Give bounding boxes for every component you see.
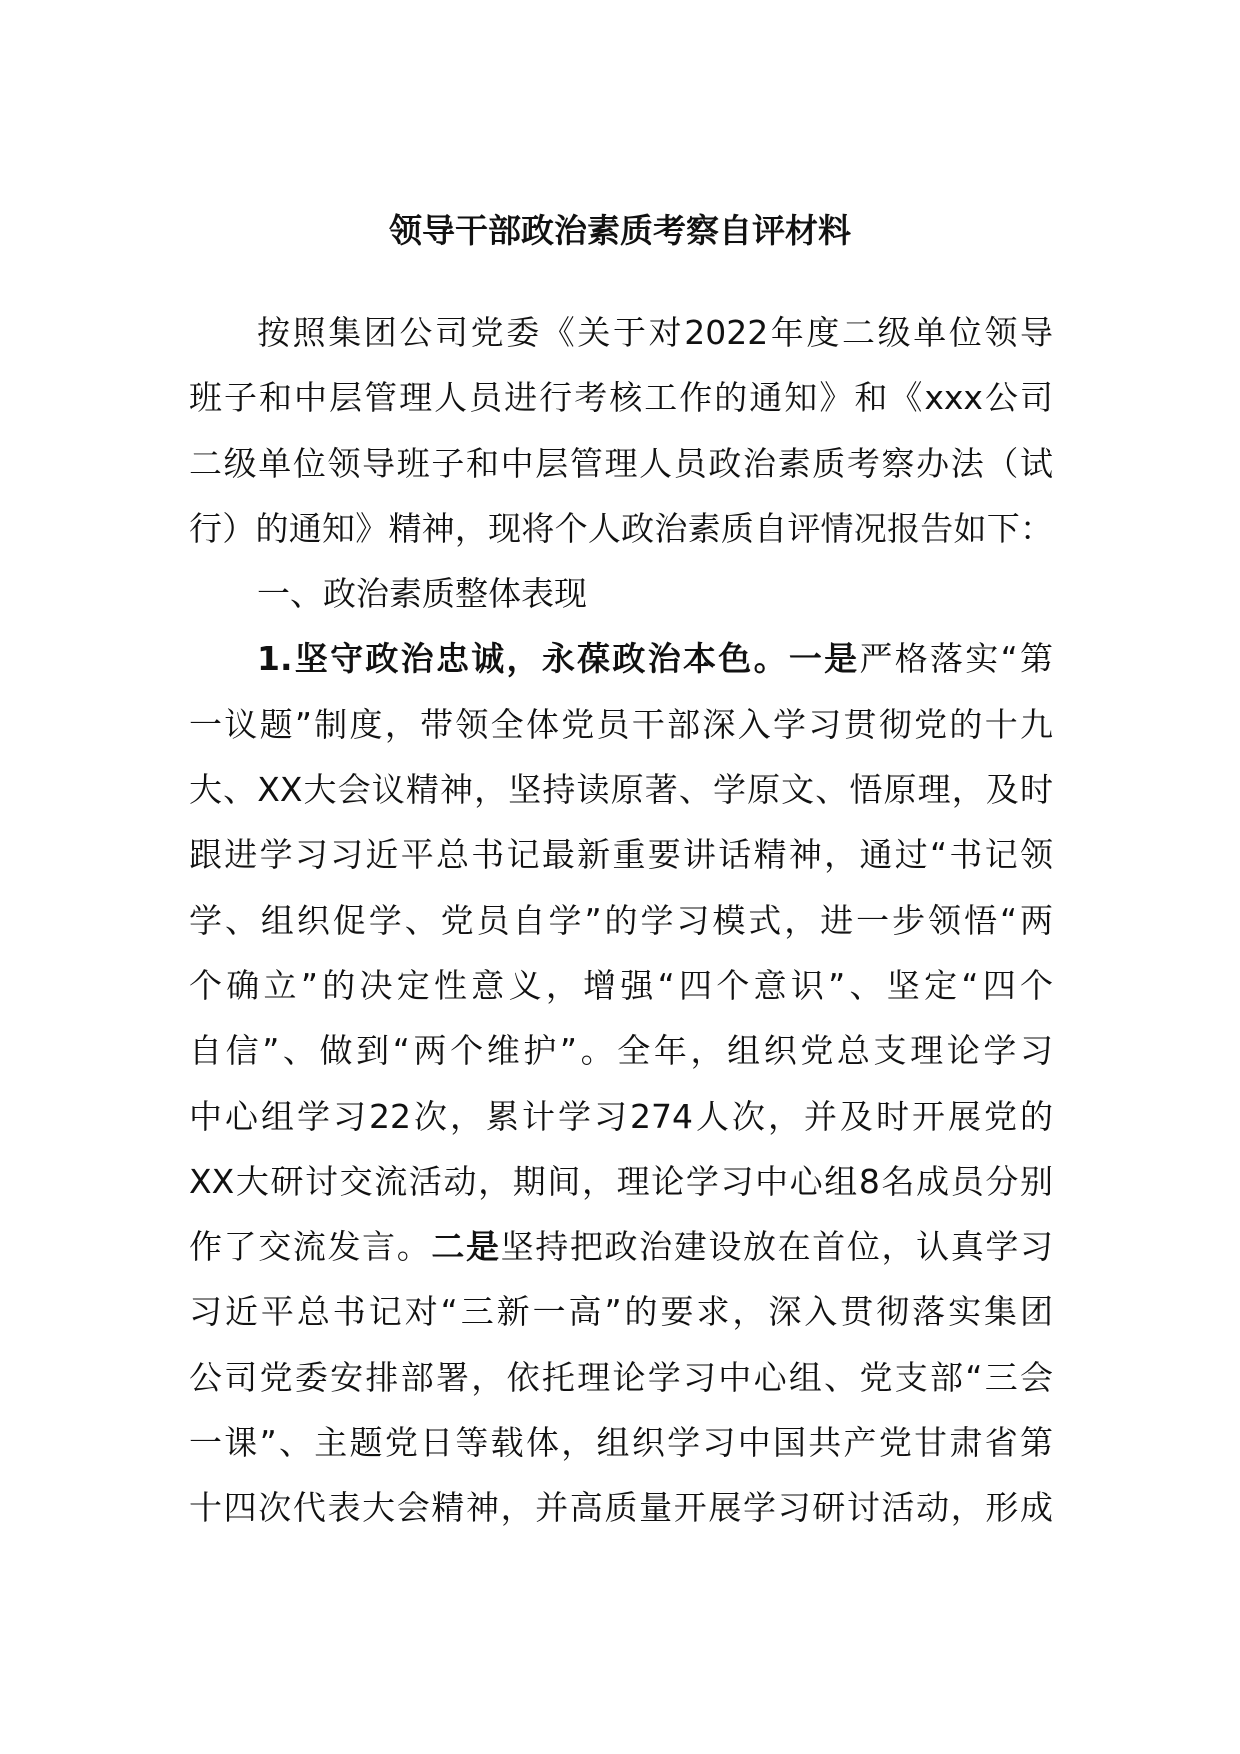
text-segment: 一、政治素质整体表现 — [257, 574, 587, 614]
text-line — [189, 822, 1053, 887]
text-segment: 一课”、主题党日等载体，组织学习中国共产党甘肃省第 — [189, 1423, 1053, 1463]
text-segment: 班子和中层管理人员进行考核工作的通知》和《xxx公司 — [189, 378, 1053, 418]
text-segment: 按照集团公司党委《关于对2022年度二级单位领导 — [257, 313, 1053, 352]
text-segment: 个确立”的决定性意义，增强“四个意识”、坚定“四个 — [189, 965, 1053, 1005]
text-segment: 跟进学习习近平总书记最新重要讲话精神，通过“书记领 — [189, 835, 1053, 875]
text-line — [189, 431, 1053, 496]
text-segment: 二级单位领导班子和中层管理人员政治素质考察办法（试 — [189, 443, 1053, 483]
text-line — [189, 365, 1053, 430]
document-body — [189, 300, 1053, 1541]
text-segment: 公司党委安排部署，依托理论学习中心组、党支部“三会 — [189, 1357, 1053, 1397]
text-segment: 习近平总书记对“三新一高”的要求，深入贯彻落实集团 — [189, 1292, 1053, 1332]
text-segment: 中心组学习22次，累计学习274人次，并及时开展党的 — [189, 1096, 1053, 1136]
text-segment: 自信”、做到“两个维护”。全年，组织党总支理论学习 — [189, 1031, 1053, 1071]
text-segment: 学、组织促学、党员自学”的学习模式，进一步领悟“两 — [189, 900, 1053, 940]
text-line — [189, 1149, 1053, 1214]
text-segment: 严格落实“第 — [859, 639, 1053, 679]
bold-text: 二是 — [431, 1227, 501, 1267]
text-segment: 十四次代表大会精神，并高质量开展学习研讨活动，形成 — [189, 1488, 1053, 1528]
text-line — [189, 626, 1053, 691]
text-line — [189, 1345, 1053, 1410]
text-line — [189, 888, 1053, 953]
text-segment: XX大研讨交流活动，期间，理论学习中心组8名成员分别 — [189, 1161, 1053, 1201]
text-line — [189, 757, 1053, 822]
text-line — [189, 561, 1053, 626]
text-line — [189, 1410, 1053, 1475]
text-segment: 作了交流发言。 — [189, 1227, 432, 1267]
text-line — [189, 953, 1053, 1018]
text-line — [189, 1018, 1053, 1083]
text-line — [189, 1475, 1053, 1540]
text-line — [189, 300, 1053, 365]
text-segment: 大、XX大会议精神，坚持读原著、学原文、悟原理，及时 — [189, 770, 1053, 810]
bold-text: 1.坚守政治忠诚，永葆政治本色。一是 — [257, 639, 860, 679]
text-segment: 行）的通知》精神，现将个人政治素质自评情况报告如下： — [189, 508, 1053, 548]
text-line — [189, 1279, 1053, 1344]
text-line — [189, 692, 1053, 757]
text-line — [189, 1214, 1053, 1279]
text-line — [189, 1084, 1053, 1149]
text-line — [189, 496, 1053, 561]
document-title: 领导干部政治素质考察自评材料 — [389, 211, 851, 250]
text-segment: 一议题”制度，带领全体党员干部深入学习贯彻党的十九 — [189, 704, 1053, 744]
text-segment: 坚持把政治建设放在首位，认真学习 — [500, 1227, 1053, 1267]
